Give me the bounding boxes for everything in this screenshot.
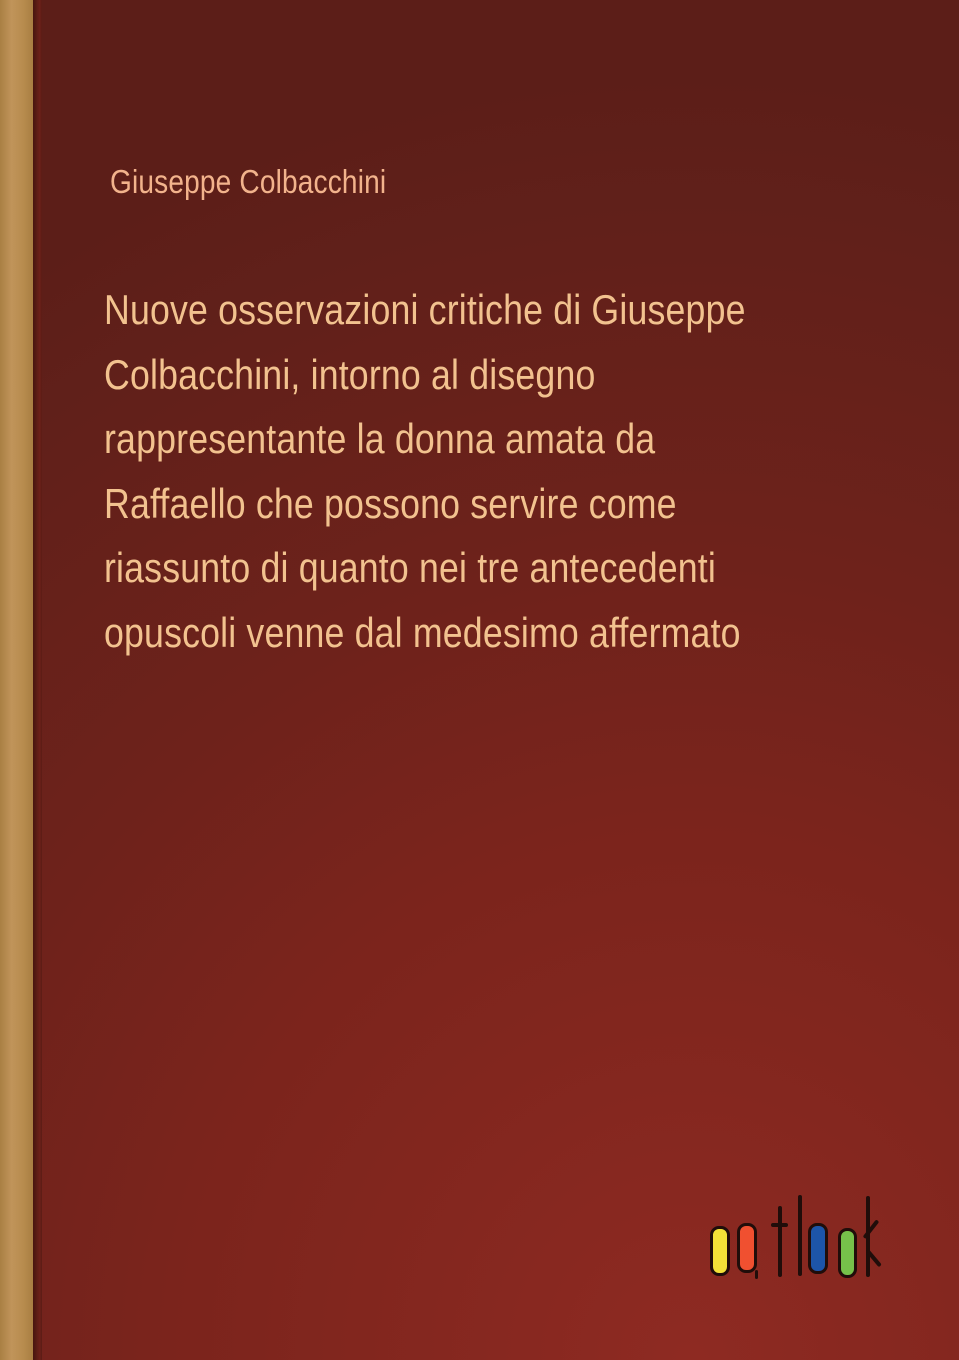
author-name: Giuseppe Colbacchini (110, 163, 387, 200)
title-line: Raffaello che possono servire come (104, 479, 677, 527)
title-line: rappresentante la donna amata da (104, 415, 656, 462)
outlook-publisher-logo (700, 1190, 890, 1295)
logo-letter-o-blue (808, 1223, 828, 1274)
title-line: opuscoli venne dal medesimo affermato (104, 608, 741, 656)
logo-letter-o-yellow (710, 1226, 730, 1276)
title-line: Colbacchini, intorno al disegno (104, 350, 596, 398)
logo-letter-u-orange (737, 1223, 757, 1273)
title-line: Nuove osservazioni critiche di Giuseppe (104, 286, 746, 333)
spine-hinge-groove (33, 0, 42, 1360)
logo-letter-l (798, 1195, 802, 1276)
logo-letter-t-crossbar (771, 1223, 788, 1227)
logo-letter-t-stem (778, 1206, 782, 1277)
book-title (104, 278, 937, 665)
book-spine (0, 0, 33, 1360)
logo-letter-o-green (838, 1228, 857, 1278)
title-line: riassunto di quanto nei tre antecedenti (104, 544, 716, 591)
logo-letter-u-tail (755, 1270, 758, 1279)
